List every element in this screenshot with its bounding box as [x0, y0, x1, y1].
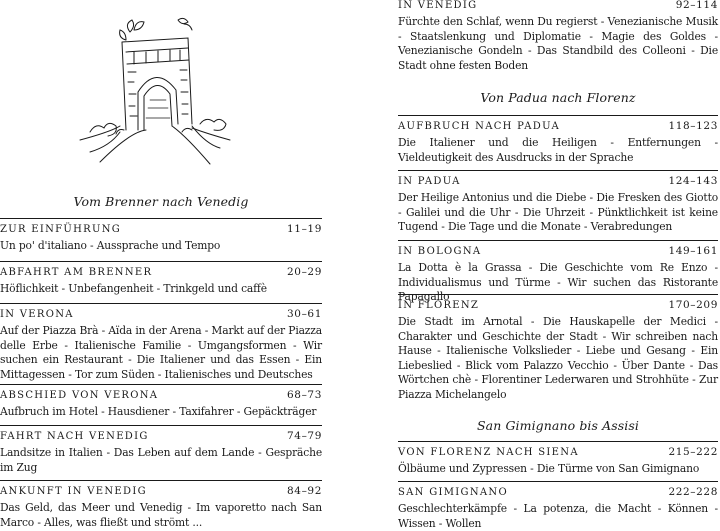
toc-entry[interactable] — [398, 170, 718, 235]
divider — [0, 261, 322, 262]
page-range: 124–143 — [668, 175, 718, 187]
page-range: 20–29 — [287, 266, 322, 278]
divider — [0, 384, 322, 385]
chapter-title: ZUR EINFÜHRUNG — [0, 224, 122, 235]
chapter-title: IN VERONA — [0, 309, 74, 320]
chapter-topics: Un po' d'italiano - Aussprache und Tempo — [0, 239, 221, 252]
chapter-title: IN FLORENZ — [398, 300, 480, 311]
page-range: 92–114 — [675, 0, 718, 11]
toc-entry[interactable] — [0, 218, 322, 254]
divider — [0, 480, 322, 481]
chapter-topics: Landsitze in Italien - Das Leben auf dem Lande - Gespräche im Zug — [0, 446, 322, 474]
chapter-topics: Der Heilige Antonius und die Diebe - Die Fresken des Giotto - Galilei und die Uhr - Die Uhrzeit - Pünktlichkeit ist keine Tugend - Die Tage und die Monate - Verabredungen — [398, 191, 718, 234]
chapter-title: IN BOLOGNA — [398, 246, 482, 257]
page-range: 68–73 — [287, 389, 322, 401]
chapter-topics: Fürchte den Schlaf, wenn Du regierst - Venezianische Musik - Staatslenkung und Diplomatie - Magie des Goldes - Venezianische Gondeln - Das Standbild des Colleoni - Die Stadt ohne festen Boden — [398, 15, 718, 72]
chapter-topics: Höflichkeit - Unbefangenheit - Trinkgeld und caffè — [0, 282, 267, 295]
chapter-title: ABFAHRT AM BRENNER — [0, 267, 153, 278]
chapter-title: FAHRT NACH VENEDIG — [0, 431, 149, 442]
chapter-title: AUFBRUCH NACH PADUA — [398, 121, 561, 132]
section-title-brenner-venedig: Vom Brenner nach Venedig — [73, 194, 249, 209]
toc-entry[interactable] — [398, 481, 718, 531]
page-range: 11–19 — [287, 223, 322, 235]
toc-entry[interactable] — [0, 384, 322, 420]
divider — [398, 170, 718, 171]
page-range: 84–92 — [287, 485, 322, 497]
toc-entry[interactable] — [0, 303, 322, 382]
toc-entry[interactable] — [0, 480, 322, 530]
chapter-title: VON FLORENZ NACH SIENA — [398, 447, 579, 458]
chapter-title: IN VENEDIG — [398, 0, 478, 11]
chapter-topics: Ölbäume und Zypressen - Die Türme von San Gimignano — [398, 462, 700, 475]
chapter-topics: Das Geld, das Meer und Venedig - Im vaporetto nach San Marco - Alles, was fließt und strömt ... — [0, 501, 322, 529]
toc-entry[interactable] — [398, 0, 718, 73]
chapter-topics: Die Italiener und die Heiligen - Entfernungen - Vieldeutigkeit des Ausdrucks in der Sprache — [398, 136, 718, 164]
page-range: 149–161 — [668, 245, 718, 257]
divider — [398, 441, 718, 442]
toc-entry[interactable] — [0, 425, 322, 475]
chapter-title: ABSCHIED VON VERONA — [0, 390, 159, 401]
divider — [398, 240, 718, 241]
chapter-title: ANKUNFT IN VENEDIG — [0, 486, 147, 497]
page-range: 170–209 — [668, 299, 718, 311]
toc-entry[interactable] — [398, 294, 718, 403]
divider — [0, 425, 322, 426]
chapter-topics: La Dotta è la Grassa - Die Geschichte vom Re Enzo - Individualismus und Türme - Wir suchen das Ristorante Papagallo — [398, 261, 718, 304]
page-range: 118–123 — [668, 120, 718, 132]
chapter-title: SAN GIMIGNANO — [398, 487, 508, 498]
chapter-topics: Aufbruch im Hotel - Hausdiener - Taxifahrer - Gepäckträger — [0, 405, 317, 418]
page-range: 215–222 — [668, 446, 718, 458]
section-title-padua-florenz: Von Padua nach Florenz — [480, 90, 636, 105]
page-range: 222–228 — [668, 486, 718, 498]
divider — [0, 303, 322, 304]
chapter-topics: Die Stadt im Arnotal - Die Hauskapelle der Medici - Charakter und Geschichte der Stadt - Wir schreiben nach Hause - Italienische Volkslieder - Liebe und Gesang - Ein Liebeslied - Blick vom Palazzo Vecchio - Über Dante - Das Wörtchen chè - Florentiner Lederwaren und Strohhüte - Zur Piazza Michelangelo — [398, 315, 718, 401]
page-range: 30–61 — [287, 308, 322, 320]
toc-entry[interactable] — [398, 441, 718, 477]
chapter-topics: Auf der Piazza Brà - Aïda in der Arena - Markt auf der Piazza delle Erbe - Italienische Familie - Umgangsformen - Wir suchen ein Restaurant - Die Italiener und das Essen - Ein Mittagessen - Tor zum Süden - Italienisches und Deutsches — [0, 324, 322, 381]
divider — [0, 218, 322, 219]
divider — [398, 294, 718, 295]
city-gate-illustration — [60, 12, 250, 172]
chapter-topics: Geschlechterkämpfe - La potenza, die Macht - Können - Wissen - Wollen — [398, 502, 718, 530]
section-title-san-gimignano-assisi: San Gimignano bis Assisi — [477, 418, 639, 433]
chapter-title: IN PADUA — [398, 176, 461, 187]
divider — [398, 115, 718, 116]
page-range: 74–79 — [287, 430, 322, 442]
divider — [398, 481, 718, 482]
toc-entry[interactable] — [0, 261, 322, 297]
toc-entry[interactable] — [398, 115, 718, 165]
